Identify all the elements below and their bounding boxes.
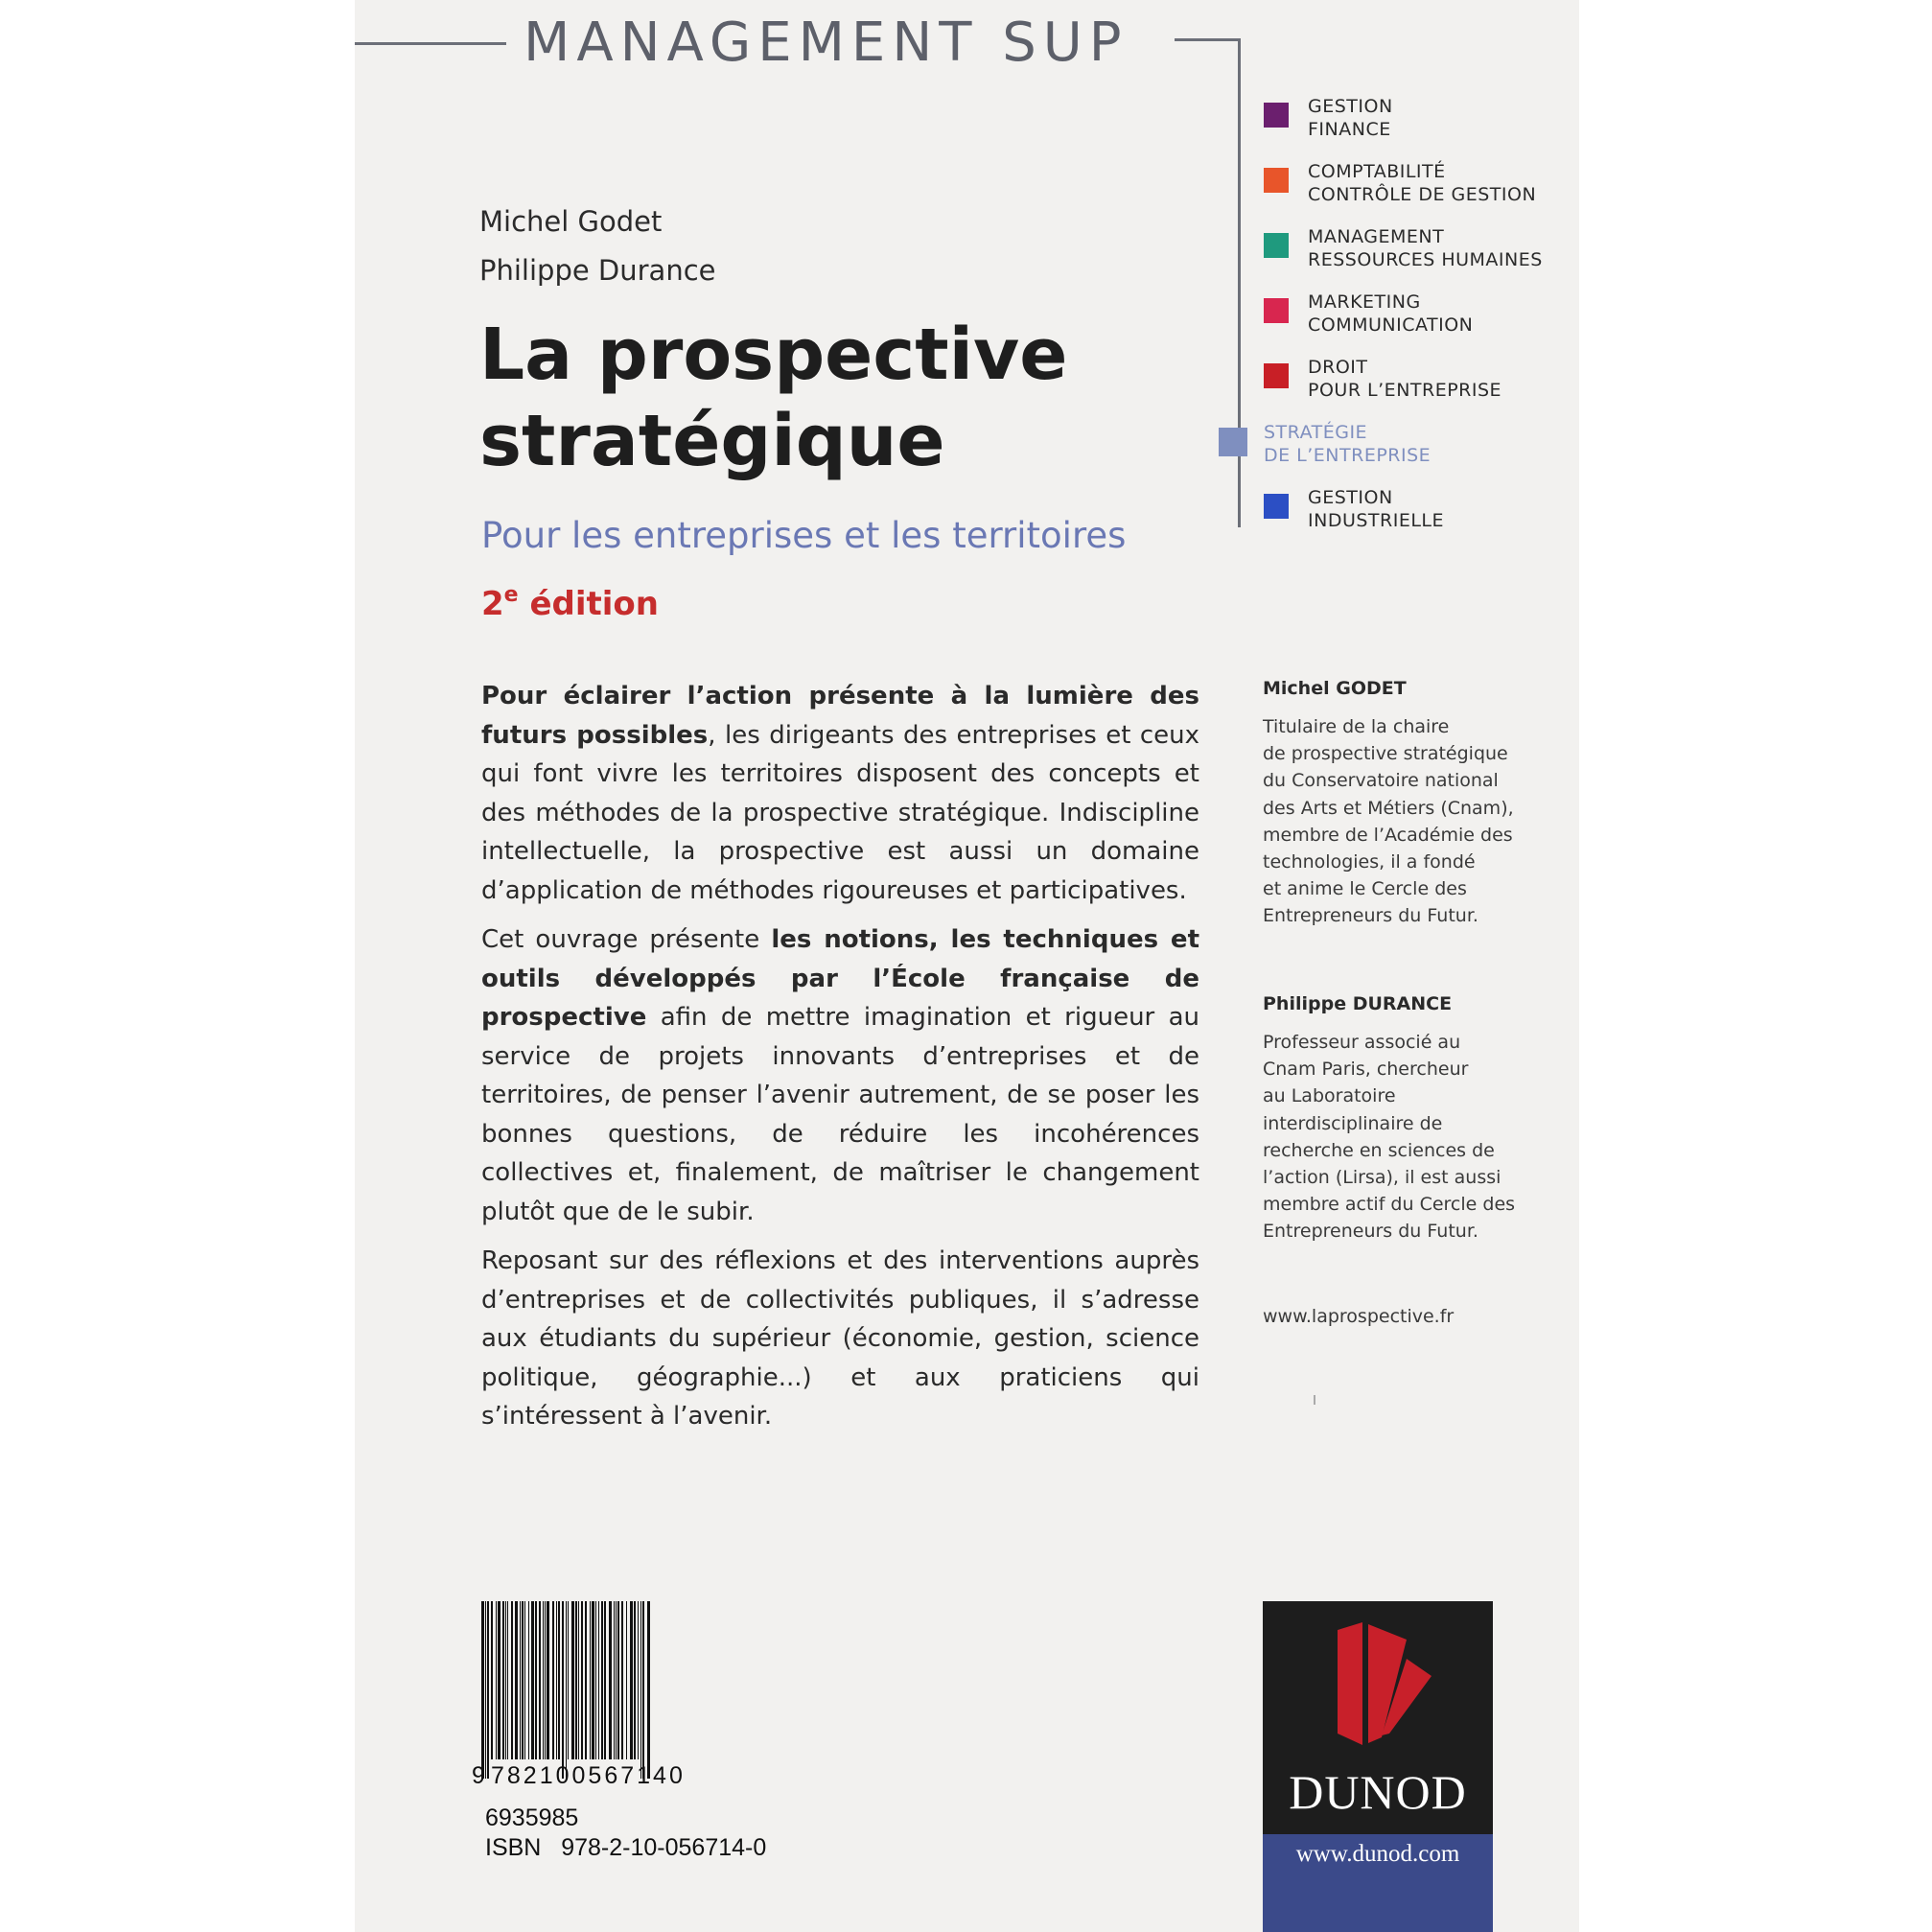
decorative-tick [1314, 1395, 1315, 1405]
collection-label: STRATÉGIE DE L’ENTREPRISE [1264, 422, 1432, 466]
collection-item-management [1264, 225, 1571, 283]
author-philippe-durance: Philippe Durance [479, 254, 716, 287]
collection-label: MANAGEMENT RESSOURCES HUMAINES [1308, 226, 1543, 270]
dunod-logo-icon [1263, 1601, 1493, 1764]
author-michel-godet: Michel Godet [479, 205, 663, 238]
collection-label: GESTION INDUSTRIELLE [1308, 487, 1445, 531]
collection-label: DROIT POUR L’ENTREPRISE [1308, 357, 1502, 401]
collection-label: MARKETING COMMUNICATION [1308, 291, 1474, 336]
barcode-digits: 782100567140 [491, 1762, 686, 1789]
bio-name-durance: Philippe DURANCE [1263, 993, 1453, 1014]
bio-text-godet: Titulaire de la chaire de prospective stratégique du Conservatoire national des Arts et Métiers (Cnam), membre de l’Académie des technologies, il a fondé et anime le Cercle des Entrepreneurs du Futur. [1263, 716, 1514, 927]
barcode-first-digit: 9 [472, 1762, 485, 1789]
bio-text-durance: Professeur associé au Cnam Paris, chercheur au Laboratoire interdisciplinaire de recherche en sciences de l’action (Lirsa), il est aussi membre actif du Cercle des Entrepreneurs du Futur. [1263, 1032, 1516, 1243]
collection-color-square [1264, 103, 1289, 128]
collection-color-square [1264, 298, 1289, 323]
book-subtitle: Pour les entreprises et les territoires [481, 515, 1127, 556]
publisher-url[interactable]: www.dunod.com [1295, 1841, 1460, 1867]
collection-color-square [1264, 494, 1289, 519]
product-code: 6935985 [485, 1804, 579, 1831]
collection-color-square [1264, 168, 1289, 193]
collection-color-square [1264, 233, 1289, 258]
publisher-name: DUNOD [1289, 1765, 1467, 1819]
bio-name-godet: Michel GODET [1263, 678, 1407, 699]
collection-color-square [1264, 363, 1289, 388]
collection-item-marketing [1264, 291, 1571, 348]
series-rule-right [1175, 38, 1241, 41]
back-cover [355, 0, 1579, 1932]
body-paragraph-1: Pour éclairer l’action présente à la lumière des futurs possibles, les dirigeants des entreprises et ceux qui font vivre les territoires disposent des concepts et des méthodes de la prospective stratégique. Indiscipline intellectuelle, la prospective est aussi un domaine d’application de méthodes rigoureuses et participatives. [481, 682, 1199, 905]
website-link[interactable]: www.laprospective.fr [1263, 1306, 1455, 1327]
collection-item-comptabilite [1264, 160, 1571, 218]
isbn-line: ISBN 978-2-10-056714-0 [485, 1834, 767, 1861]
book-title: La prospective stratégique [479, 314, 1068, 482]
collection-label: GESTION FINANCE [1308, 96, 1393, 140]
collection-label: COMPTABILITÉ CONTRÔLE DE GESTION [1308, 161, 1537, 205]
body-paragraph-2: Cet ouvrage présente les notions, les techniques et outils développés par l’École française de prospective afin de mettre imagination et rigueur au service de projets innovants d’entreprises et de territoires, de penser l’avenir autrement, de se poser les bonnes questions, de réduire les incohérences collectives et, finalement, de maîtriser le changement plutôt que de le subir. [481, 925, 1199, 1226]
collection-item-strategie-active [1264, 421, 1571, 478]
body-paragraph-3: Reposant sur des réflexions et des interventions auprès d’entreprises et de collectivités publiques, il s’adresse aux étudiants du supérieur (économie, gestion, science politique, géographie...) et aux praticiens qui s’intéressent à l’avenir. [481, 1246, 1199, 1431]
collection-item-droit [1264, 356, 1571, 413]
collection-item-gestion-finance [1264, 95, 1571, 152]
publisher-logo-block [1263, 1601, 1493, 1932]
series-title: MANAGEMENT SUP [524, 12, 1129, 74]
collection-active-marker [1219, 428, 1247, 456]
series-rule-left [355, 42, 506, 45]
collection-item-gestion-industrielle [1264, 486, 1571, 544]
edition-label: 2e édition [481, 583, 659, 623]
